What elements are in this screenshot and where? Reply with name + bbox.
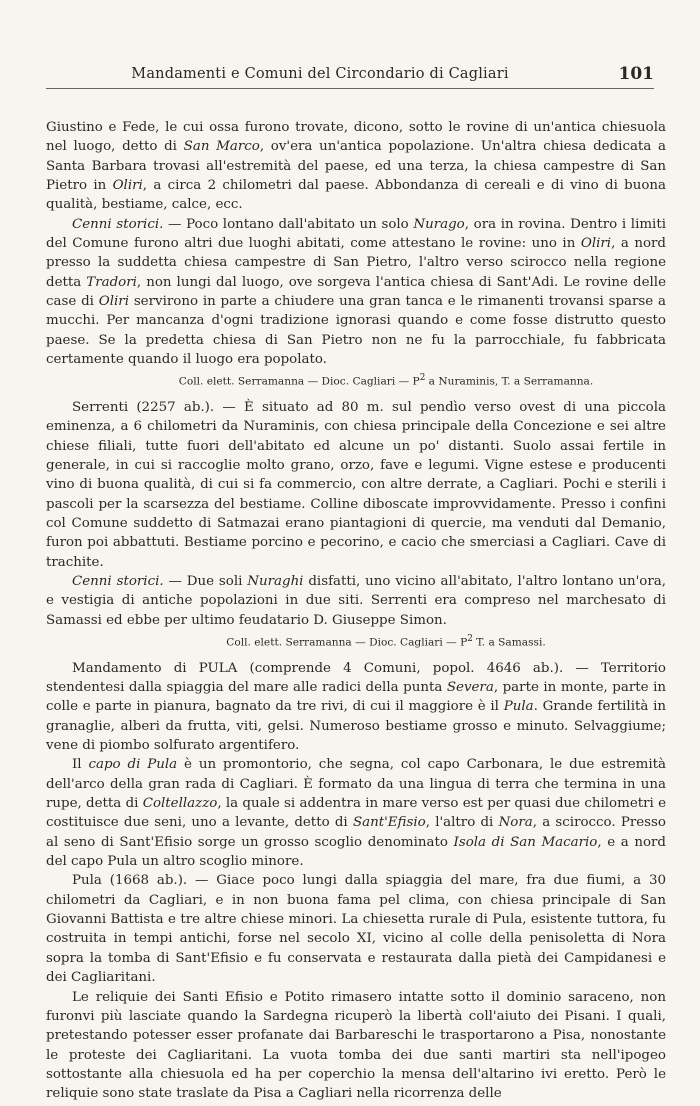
text-run: Il	[72, 757, 89, 773]
diocese-note	[46, 632, 666, 651]
text-run: — Due soli	[163, 574, 248, 590]
italic-text: Oliri	[98, 294, 129, 310]
italic-text: Tradori	[86, 274, 137, 290]
italic-text: Isola di San Macario	[453, 834, 598, 850]
italic-text: Cenni storici.	[72, 574, 164, 590]
text-run: , parte in monte, parte in colle e parte in pianura, bagnato da tre rivi, di cui il maggiore è il	[46, 680, 666, 715]
text-run: , a scirocco. Presso al seno di Sant'Efisio sorge un grosso scoglio denominato	[46, 815, 666, 850]
text-run: Le reliquie dei Santi Efisio e Potito rimasero intatte sotto il dominio saraceno, non furonvi più lasciate quando la Sardegna ricuperò la libertà coll'aiuto dei Pisani. I quali, pretestando potesser esser profanate dai Barbareschi le trasportarono a Pisa, nonostante le proteste dei Cagliaritani. La vuota tomba dei due santi martiri sta nell'ipogeo sottostante alla chiesuola ed ha per coperchio la mensa dell'altarino ivi eretto. Però le reliquie sono state traslate da Pisa a Cagliari nella ricorrenza delle	[46, 989, 666, 1102]
italic-text: Nuraghi	[247, 574, 304, 590]
page-number: 101	[618, 64, 654, 84]
italic-text: Oliri	[112, 178, 143, 194]
text-run: — Poco lontano dall'abitato un solo	[163, 216, 414, 232]
italic-text: Pula	[503, 699, 534, 715]
text-run: . Grande fertilità in granaglie, alberi da frutta, viti, gelsi. Numeroso bestiame grosso e minuto. Selvaggiume; vene di piombo solfurato argentifero.	[46, 699, 666, 754]
running-header	[46, 62, 654, 89]
text-run: T. a Samassi.	[472, 636, 546, 649]
text-run: , la quale si addentra in mare verso est per quasi due chilometri e costituisce due seni, uno a levante, detto di	[46, 796, 666, 831]
paragraph	[46, 572, 666, 630]
text-run: a Nuraminis, T. a Serramanna.	[425, 376, 594, 388]
text-run: , ov'era un'antica popolazione. Un'altra chiesa dedicata a Santa Barbara trovasi all'estremità del paese, ed una terza, la chiesa campestre di San Pietro in	[46, 139, 666, 194]
paragraph	[46, 871, 666, 987]
italic-text: Oliri	[580, 236, 612, 252]
italic-text: San Marco	[183, 139, 260, 155]
text-run: è un promontorio, che segna, col capo Carbonara, le due estremità dell'arco della gran rada di Cagliari. È formato da una lingua di terra che termina in una rupe, detta di	[46, 757, 666, 812]
paragraph	[46, 215, 666, 370]
italic-text: Nora	[498, 815, 533, 831]
page-body	[46, 118, 666, 1104]
diocese-note	[46, 371, 666, 390]
text-run: , l'altro di	[425, 815, 499, 831]
text-run: , e a nord del capo Pula un altro scoglio minore.	[46, 834, 666, 870]
italic-text: Cenni storici.	[72, 216, 164, 232]
italic-text: Sant'Efisio	[352, 815, 426, 831]
text-run: , a circa 2 chilometri dal paese. Abbondanza di cereali e di vino di buona qualità, bestiame, calce, ecc.	[46, 178, 667, 213]
text-run: Pula (1668 ab.). — Giace poco lungi dalla spiaggia del mare, fra due fiumi, a 30 chilometri da Cagliari, e in non buona fama pel clima, con chiesa principale di San Giovanni Battista e tre altre chiese minori. La chiesetta rurale di Pula, esistente tuttora, fu costruita in tempi antichi, forse nel secolo XI, vicino al colle della penisoletta di Nora sopra la tomba di Sant'Efisio e fu conservata e restaurata dalla pietà dei Campidanesi e dei Cagliaritani.	[46, 873, 666, 986]
italic-text: Nurago	[413, 216, 465, 232]
text-run: Coll. elett. Serramanna — Dioc. Cagliari — P	[226, 636, 468, 649]
superscript: 2	[467, 634, 473, 645]
text-run: disfatti, uno vicino all'abitato, l'altro lontano un'ora, e vestigia di antiche popolazioni in due siti. Serrenti era compreso nel marchesato di Samassi ed ebbe per ultimo feudatario D. Giuseppe Simon.	[46, 574, 667, 628]
paragraph	[46, 755, 666, 871]
text-run: Serrenti (2257 ab.). — È situato ad 80 m. sul pendìo verso ovest di una piccola eminenza, a 6 chilometri da Nuraminis, con chiesa principale della Concezione e sei altre chiese filiali, tutte fuori dell'abitato ed alcune un po' distanti. Suolo assai fertile in generale, in cui si raccoglie molto grano, orzo, fave e legumi. Vigne estese e producenti vino di buona qualità, di cui si fa commercio, con altre derrate, a Cagliari. Pochi e sterili i pascoli per la scarsezza del bestiame. Colline diboscate improvvidamente. Presso i confini col Comune suddetto di Satmazai erano piantagioni di quercie, ma venduti dal Demanio, furon poi abbattuti. Bestiame porcino e pecorino, e cacio che smerciasi a Cagliari. Cave di trachite.	[46, 400, 666, 570]
text-run: servirono in parte a chiudere una gran tanca e le rimanenti trovansi sparse a mucchi. Per mancanza d'ogni tradizione ignorasi quando e come fosse distrutto questo paese. Se la predetta chiesa di San Pietro non ne fu la parrocchiale, fu fabbricata certamente quando il luogo era popolato.	[46, 294, 666, 368]
italic-text: Severa	[446, 680, 494, 695]
header-title: Mandamenti e Comuni del Circondario di Cagliari	[131, 66, 509, 82]
text-run: Coll. elett. Serramanna — Dioc. Cagliari — P	[178, 376, 420, 388]
italic-text: Coltellazzo	[142, 796, 218, 812]
italic-text: capo di Pula	[88, 757, 178, 773]
text-run: , ora in rovina. Dentro i limiti del Comune furono altri due luoghi abitati, come attestano le rovine: uno in	[46, 216, 666, 252]
paragraph	[46, 398, 666, 572]
text-run: , non lungi dal luogo, ove sorgeva l'antica chiesa di Sant'Adi. Le rovine delle case di	[46, 274, 666, 310]
paragraph	[46, 118, 666, 215]
text-run: Mandamento di PULA (comprende 4 Comuni, popol. 4646 ab.). — Territorio stendentesi dalla spiaggia del mare alle radici della punta	[46, 660, 666, 695]
paragraph	[46, 659, 666, 756]
text-run: Giustino e Fede, le cui ossa furono trovate, dicono, sotto le rovine di un'antica chiesuola nel luogo, detto di	[46, 120, 666, 155]
superscript: 2	[419, 373, 426, 384]
text-run: , a nord presso la suddetta chiesa campestre di San Pietro, l'altro verso scirocco nella regione detta	[46, 236, 666, 290]
paragraph	[46, 988, 666, 1104]
